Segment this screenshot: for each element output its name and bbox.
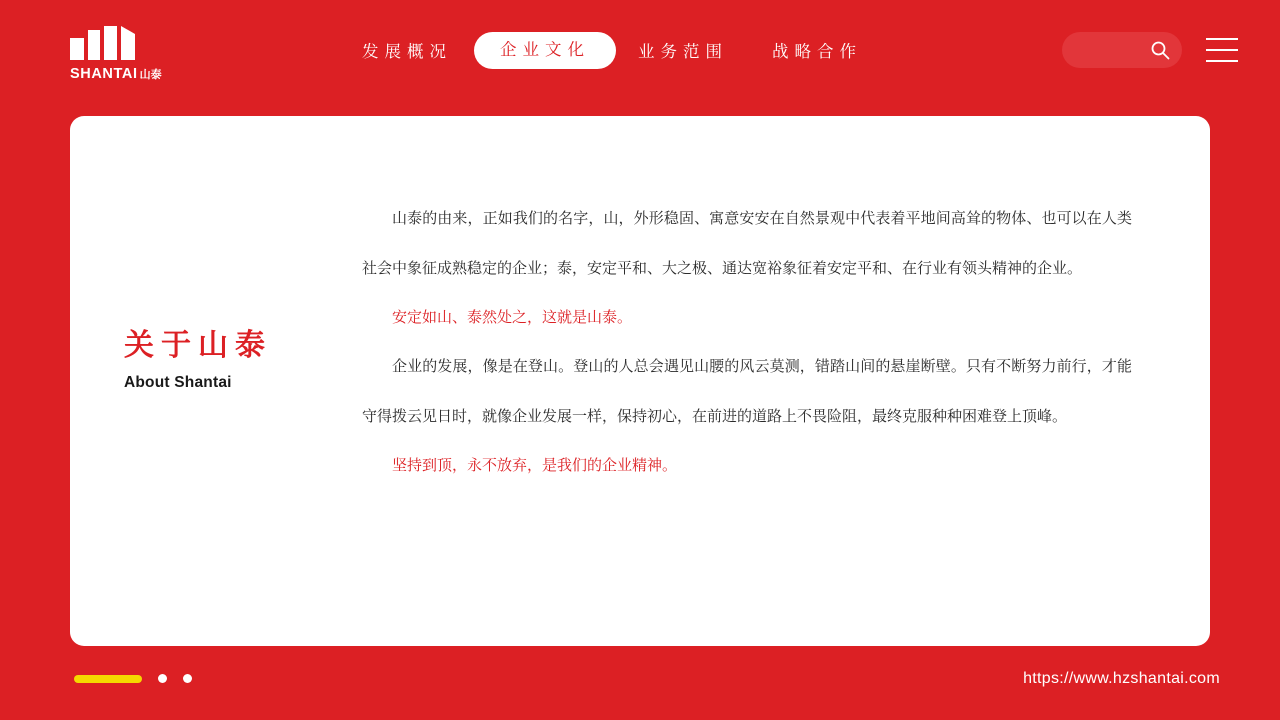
- search-icon[interactable]: [1150, 40, 1170, 60]
- about-body-copy: [362, 194, 1132, 490]
- paragraph-2-highlight: 安定如山、泰然处之，这就是山泰。: [392, 309, 633, 326]
- logo-bar-4: [121, 26, 135, 60]
- logo-wordmark-cn: 山泰: [139, 69, 162, 81]
- nav-item-development[interactable]: 发展概况: [362, 43, 452, 61]
- page-title-cn: 关于山泰: [124, 329, 272, 362]
- logo-bar-2: [88, 30, 100, 60]
- nav-item-cooperation[interactable]: 战略合作: [772, 43, 862, 61]
- logo[interactable]: [70, 26, 180, 82]
- hamburger-menu-icon[interactable]: [1206, 38, 1238, 62]
- paragraph-4-highlight: 坚持到顶，永不放弃，是我们的企业精神。: [392, 457, 678, 474]
- content-card: [70, 116, 1210, 646]
- nav-item-culture[interactable]: 企业文化: [474, 32, 616, 69]
- logo-wordmark: [70, 66, 162, 82]
- page-title-en: About Shantai: [124, 374, 232, 391]
- nav-item-business[interactable]: 业务范围: [638, 43, 728, 61]
- hamburger-line-2: [1206, 49, 1238, 51]
- logo-wordmark-en: SHANTAI: [70, 66, 138, 82]
- main-navigation: [340, 0, 884, 100]
- site-url-link[interactable]: https://www.hzshantai.com: [1023, 670, 1220, 687]
- paragraph-3: 企业的发展，像是在登山。登山的人总会遇见山腰的风云莫测，错踏山间的悬崖断壁。只有不断努力前行，才能守得拨云见日时，就像企业发展一样，保持初心，在前进的道路上不畏险阻，最终克服种种困难登上顶峰。: [362, 358, 1132, 425]
- logo-bar-1: [70, 38, 84, 60]
- logo-bar-3: [104, 26, 117, 60]
- carousel-pagination: [74, 674, 192, 683]
- carousel-dot-3[interactable]: [183, 674, 192, 683]
- hamburger-line-1: [1206, 38, 1238, 40]
- paragraph-1: 山泰的由来，正如我们的名字，山，外形稳固、寓意安安在自然景观中代表着平地间高耸的物体、也可以在人类社会中象征成熟稳定的企业；泰，安定平和、大之极、通达宽裕象征着安定平和、在行业有领头精神的企业。: [362, 210, 1132, 277]
- carousel-dot-active[interactable]: [74, 675, 142, 683]
- site-header: [0, 0, 1280, 100]
- logo-mark-icon: [70, 26, 135, 60]
- page-title: [124, 328, 384, 392]
- hamburger-line-3: [1206, 60, 1238, 62]
- carousel-dot-2[interactable]: [158, 674, 167, 683]
